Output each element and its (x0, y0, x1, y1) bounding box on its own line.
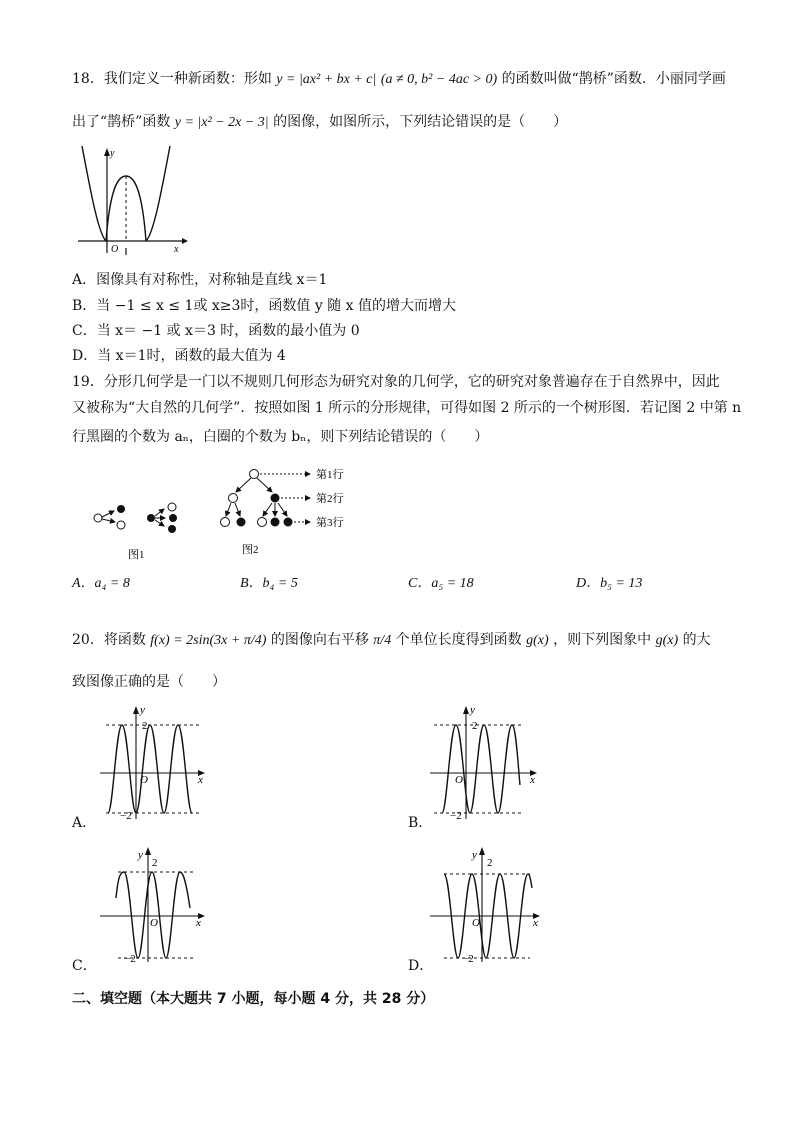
q18-origin-label: O (111, 244, 119, 255)
q20-text-c: 个单位长度得到函数 (395, 632, 522, 648)
qd-x: x (533, 917, 538, 929)
qb-y: y (470, 704, 475, 716)
q18-y-label: y (110, 148, 115, 159)
q18-formula-cond: (a ≠ 0, b² − 4ac > 0) (380, 72, 498, 87)
qa-top: 2 (142, 720, 148, 732)
qc-y: y (138, 849, 143, 861)
q20-graph-c (100, 848, 210, 963)
q19-option-c: C．a₅ = 18 (408, 576, 474, 591)
q19-line2: 又被称为“大自然的几何学”．按照如图 1 所示的分形规律，可得如图 2 所示的一个树形图．若记图 2 中第 n (72, 400, 742, 416)
q19-figure-2 (218, 465, 378, 560)
q19-line1: 19．分形几何学是一门以不规则几何形态为研究对象的几何学，它的研究对象普遍存在于自然界中，因此 (72, 374, 720, 390)
qc-x: x (196, 917, 201, 929)
q18-formula-a: y = |ax² + bx + c| (276, 72, 377, 87)
qc-o: O (150, 917, 158, 929)
q18-x-label: x (174, 244, 179, 255)
q18-text-d: 的图像，如图所示，下列结论错误的是（ ） (273, 114, 568, 130)
q18-option-a: A．图像具有对称性，对称轴是直线 x＝1 (72, 272, 328, 288)
qb-top: 2 (472, 720, 478, 732)
q19-option-b: B．b₄ = 5 (240, 576, 298, 591)
q20-g-1: g(x) (526, 633, 549, 648)
qd-bottom: −2 (462, 953, 474, 965)
qa-o: O (140, 774, 148, 786)
q19-fig1-caption: 图1 (128, 549, 145, 561)
q18-option-b: B．当 −1 ≤ x ≤ 1或 x≥3时，函数值 y 随 x 值的增大而增大 (72, 298, 457, 314)
q19-line3: 行黑圈的个数为 aₙ，白圈的个数为 bₙ，则下列结论错误的（ ） (72, 429, 489, 445)
q20-line1 (72, 631, 711, 650)
q19-option-a: A．a₄ = 8 (72, 576, 130, 591)
q18-line1 (72, 70, 726, 89)
q18-text-a: 18．我们定义一种新函数：形如 (72, 71, 272, 87)
q18-option-d: D．当 x＝1时，函数的最大值为 4 (72, 348, 286, 364)
qa-bottom: −2 (120, 810, 132, 822)
section-heading: 二、填空题（本大题共 7 小题，每小题 4 分，共 28 分） (72, 991, 435, 1007)
qd-y: y (472, 849, 477, 861)
q20-option-a: A． (72, 815, 97, 831)
q20-formula-f: f(x) = 2sin(3x + π/4) (150, 633, 267, 648)
q19-option-d: D．b₅ = 13 (576, 576, 643, 591)
qb-x: x (530, 774, 535, 786)
q18-formula-b: y = |x² − 2x − 3| (174, 115, 269, 130)
q20-graph-d (430, 848, 545, 963)
q20-graph-b (430, 705, 540, 820)
q19-figure-1 (88, 500, 188, 560)
q20-graph-a (100, 705, 210, 820)
q20-option-c: C． (72, 958, 97, 974)
row-label-3: 第3行 (316, 517, 344, 529)
q18-option-c: C．当 x＝ −1 或 x＝3 时，函数的最小值为 0 (72, 323, 360, 339)
q20-text-e: 的大 (682, 632, 711, 648)
q19-fig2-caption: 图2 (242, 544, 259, 556)
q20-g-2: g(x) (655, 633, 679, 648)
qa-x: x (198, 774, 203, 786)
qc-top: 2 (152, 857, 158, 869)
q18-line2 (72, 113, 567, 132)
row-label-1: 第1行 (316, 469, 344, 481)
q20-option-b: B． (408, 815, 433, 831)
row-label-2: 第2行 (316, 493, 344, 505)
qb-o: O (455, 774, 463, 786)
q20-text-a: 20．将函数 (72, 632, 146, 648)
qd-o: O (472, 917, 480, 929)
qc-bottom: −2 (124, 953, 136, 965)
q20-shift: π/4 (373, 633, 392, 648)
q20-text-b: 的图像向右平移 (270, 632, 369, 648)
q18-text-b: 的函数叫做“鹊桥”函数．小丽同学画 (501, 71, 726, 87)
q20-option-d: D． (408, 958, 434, 974)
qb-bottom: −2 (450, 810, 462, 822)
qa-y: y (140, 704, 145, 716)
q18-text-c: 出了“鹊桥”函数 (72, 114, 171, 130)
q20-line2: 致图像正确的是（ ） (72, 674, 226, 690)
q18-figure (78, 148, 188, 258)
q20-text-d: ，则下列图象中 (553, 632, 652, 648)
qd-top: 2 (487, 857, 493, 869)
